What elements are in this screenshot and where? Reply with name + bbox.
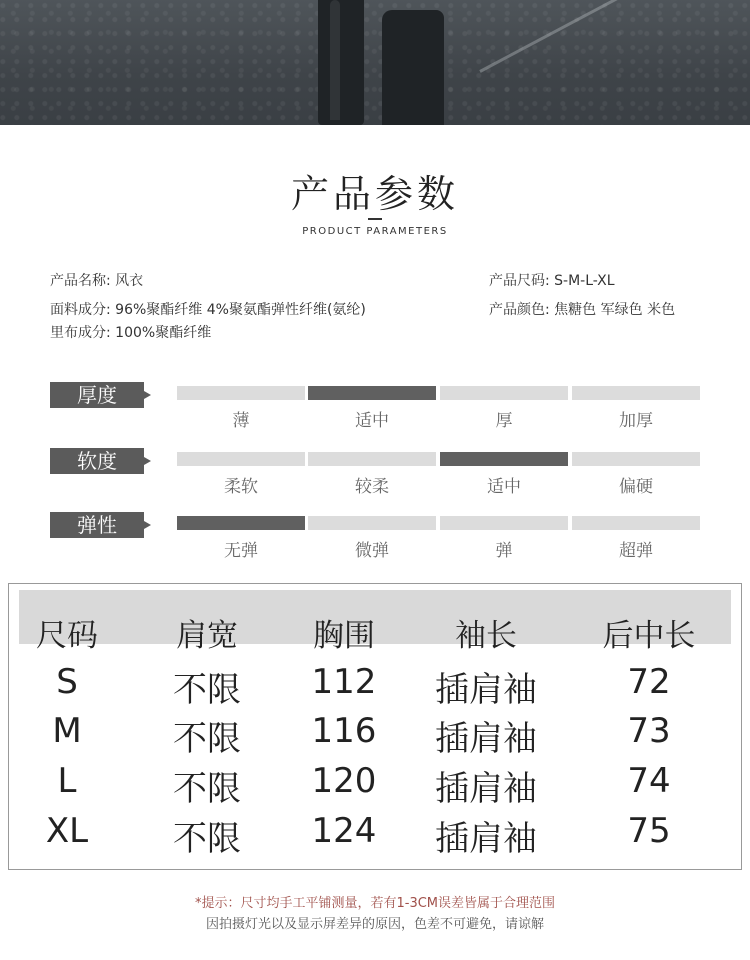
table-cell: L bbox=[57, 761, 77, 801]
product-name: 产品名称: 风衣 bbox=[50, 273, 144, 289]
page-title: 产品参数 bbox=[290, 172, 459, 216]
table-cell: 不限 bbox=[173, 670, 241, 710]
attribute-segment bbox=[440, 452, 568, 466]
attribute-option: 无弹 bbox=[224, 541, 258, 561]
attribute-segment bbox=[308, 452, 436, 466]
attribute-option: 偏硬 bbox=[619, 477, 653, 497]
attribute-segment bbox=[572, 516, 700, 530]
table-header-cell: 尺码 bbox=[36, 618, 98, 654]
lining-composition: 里布成分: 100%聚酯纤维 bbox=[50, 325, 212, 341]
attribute-segment bbox=[177, 452, 305, 466]
fabric-composition: 面料成分: 96%聚酯纤维 4%聚氨酯弹性纤维(氨纶) bbox=[50, 302, 366, 318]
table-cell: 插肩袖 bbox=[435, 719, 537, 759]
table-cell: XL bbox=[45, 811, 89, 851]
attribute-segment bbox=[308, 386, 436, 400]
table-cell: 116 bbox=[311, 711, 377, 751]
table-cell: 124 bbox=[311, 811, 377, 851]
attribute-label: 厚度 bbox=[50, 382, 144, 408]
attribute-option: 超弹 bbox=[619, 541, 653, 561]
page-subtitle: PRODUCT PARAMETERS bbox=[302, 226, 448, 237]
attribute-option: 微弹 bbox=[355, 541, 389, 561]
table-cell: 75 bbox=[627, 811, 671, 851]
product-colors: 产品颜色: 焦糖色 军绿色 米色 bbox=[489, 302, 676, 318]
table-cell: 73 bbox=[627, 711, 671, 751]
attribute-segment bbox=[440, 516, 568, 530]
table-cell: 插肩袖 bbox=[435, 819, 537, 859]
table-cell: 插肩袖 bbox=[435, 670, 537, 710]
table-cell: 不限 bbox=[173, 769, 241, 809]
attribute-segment bbox=[572, 386, 700, 400]
attribute-option: 弹 bbox=[495, 541, 513, 561]
table-cell: 72 bbox=[627, 662, 671, 702]
boot-left bbox=[318, 0, 364, 125]
attribute-segment bbox=[177, 516, 305, 530]
table-cell: 120 bbox=[311, 761, 377, 801]
attribute-option: 较柔 bbox=[355, 477, 389, 497]
attribute-segment bbox=[177, 386, 305, 400]
attribute-option: 厚 bbox=[495, 411, 513, 431]
attribute-option: 柔软 bbox=[224, 477, 258, 497]
table-cell: 不限 bbox=[173, 719, 241, 759]
table-cell: S bbox=[56, 662, 78, 702]
table-cell: 不限 bbox=[173, 819, 241, 859]
attribute-label: 软度 bbox=[50, 448, 144, 474]
attribute-option: 薄 bbox=[232, 411, 250, 431]
table-header-cell: 袖长 bbox=[455, 618, 517, 654]
attribute-segment bbox=[440, 386, 568, 400]
attribute-segment bbox=[308, 516, 436, 530]
table-cell: 插肩袖 bbox=[435, 769, 537, 809]
attribute-option: 适中 bbox=[487, 477, 521, 497]
table-cell: 112 bbox=[311, 662, 377, 702]
table-header-cell: 胸围 bbox=[313, 618, 375, 654]
table-cell: 74 bbox=[627, 761, 671, 801]
table-header-cell: 后中长 bbox=[602, 618, 696, 654]
boot-highlight bbox=[330, 0, 340, 120]
title-divider bbox=[368, 218, 382, 220]
table-cell: M bbox=[52, 711, 82, 751]
table-header-cell: 肩宽 bbox=[176, 618, 238, 654]
attribute-option: 加厚 bbox=[619, 411, 653, 431]
boot-right bbox=[382, 10, 444, 125]
attribute-option: 适中 bbox=[355, 411, 389, 431]
product-photo bbox=[0, 0, 750, 125]
pavement-texture bbox=[0, 0, 750, 125]
product-size: 产品尺码: S-M-L-XL bbox=[489, 273, 615, 289]
color-note: 因拍摄灯光以及显示屏差异的原因，色差不可避免，请谅解 bbox=[205, 917, 544, 932]
attribute-label: 弹性 bbox=[50, 512, 144, 538]
measurement-note: *提示：尺寸均手工平铺测量，若有1-3CM误差皆属于合理范围 bbox=[194, 896, 556, 911]
attribute-segment bbox=[572, 452, 700, 466]
